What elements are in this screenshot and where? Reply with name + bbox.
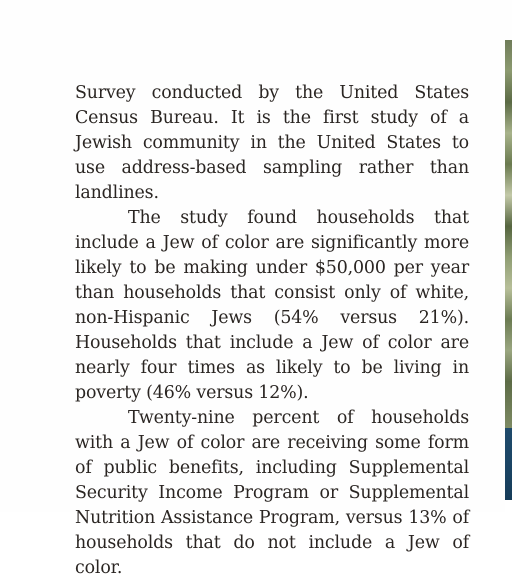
photo-edge	[505, 40, 512, 428]
photo-edge-lower	[505, 428, 512, 500]
article-paragraph: The study found households that include a Jew of color are significantly more likely to be making under $50,000 per year than households that consist only of white, non-Hispanic Jews (54% versus 21%). Households that include a Jew of color are nearly four times as likely to be living in poverty (46% versus 12%).	[75, 208, 469, 403]
photo-edge-gap	[505, 500, 512, 512]
article-paragraph: Survey conducted by the United States Census Bureau. It is the first study of a Jewish community in the United States to use address-based sampling rather than landlines.	[75, 83, 469, 203]
article-body	[75, 81, 469, 581]
article-paragraph: Twenty-nine percent of households with a Jew of color are receiving some form of public benefits, including Supplemental Security Income Program or Supplemental Nutrition Assistance Program, versus 13% of households that do not include a Jew of color.	[75, 408, 469, 578]
